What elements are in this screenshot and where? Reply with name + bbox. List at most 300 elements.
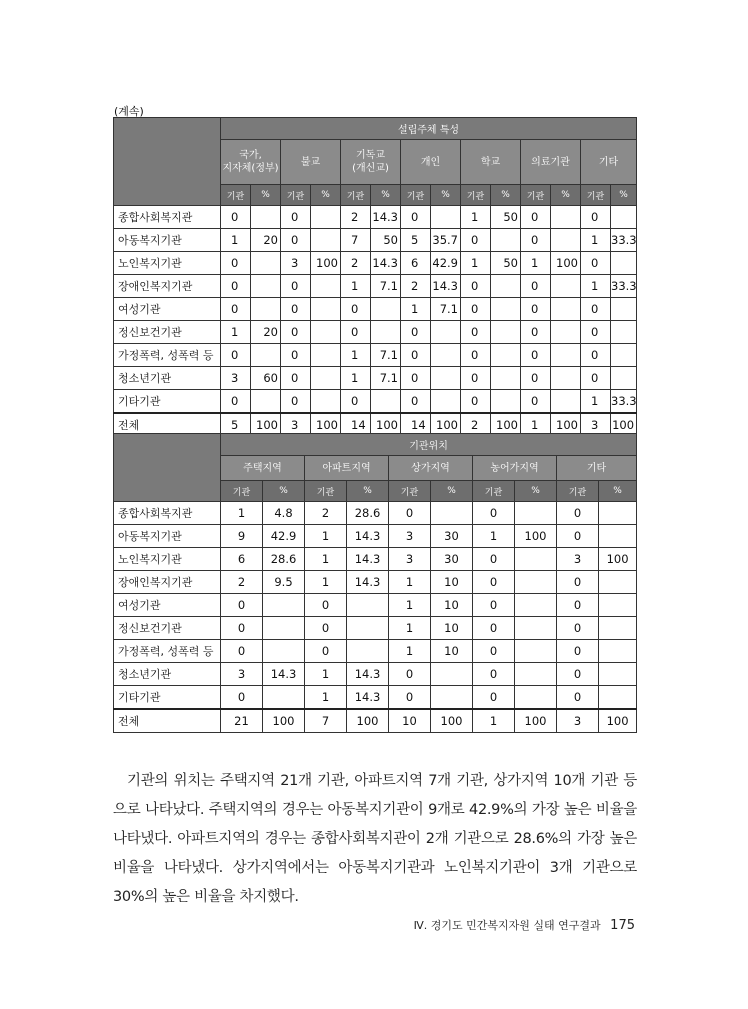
count-cell: 0 bbox=[305, 617, 347, 640]
count-cell: 0 bbox=[281, 229, 311, 252]
percent-cell: 30 bbox=[431, 548, 473, 571]
percent-cell: 14.3 bbox=[347, 571, 389, 594]
count-cell: 21 bbox=[221, 709, 263, 733]
count-cell: 0 bbox=[473, 502, 515, 525]
percent-cell bbox=[431, 321, 461, 344]
percent-cell bbox=[491, 229, 521, 252]
count-cell: 0 bbox=[521, 298, 551, 321]
percent-cell: 100 bbox=[515, 525, 557, 548]
percent-cell: 7.1 bbox=[371, 344, 401, 367]
count-cell: 3 bbox=[557, 548, 599, 571]
sub-header-percent: % bbox=[551, 185, 581, 206]
count-cell: 0 bbox=[401, 367, 431, 390]
count-cell: 0 bbox=[281, 367, 311, 390]
percent-cell bbox=[263, 686, 305, 710]
row-label: 여성기관 bbox=[114, 298, 221, 321]
percent-cell: 100 bbox=[611, 413, 637, 437]
continued-label: (계속) bbox=[114, 105, 144, 118]
row-label: 종합사회복지관 bbox=[114, 502, 221, 525]
percent-cell bbox=[611, 344, 637, 367]
count-cell: 3 bbox=[389, 525, 431, 548]
percent-cell: 4.8 bbox=[263, 502, 305, 525]
percent-cell bbox=[311, 367, 341, 390]
count-cell: 3 bbox=[581, 413, 611, 437]
count-cell: 1 bbox=[341, 344, 371, 367]
count-cell: 1 bbox=[305, 525, 347, 548]
percent-cell: 14.3 bbox=[347, 686, 389, 710]
percent-cell: 14.3 bbox=[371, 206, 401, 229]
percent-cell bbox=[251, 344, 281, 367]
percent-cell bbox=[491, 344, 521, 367]
count-cell: 0 bbox=[461, 367, 491, 390]
count-cell: 0 bbox=[221, 275, 251, 298]
percent-cell bbox=[311, 275, 341, 298]
count-cell: 0 bbox=[401, 206, 431, 229]
count-cell: 0 bbox=[473, 617, 515, 640]
group-header: 기타 bbox=[581, 140, 637, 185]
count-cell: 0 bbox=[305, 640, 347, 663]
percent-cell: 14.3 bbox=[431, 275, 461, 298]
count-cell: 1 bbox=[389, 571, 431, 594]
count-cell: 0 bbox=[521, 367, 551, 390]
percent-cell: 100 bbox=[491, 413, 521, 437]
group-header: 기독교 (개신교) bbox=[341, 140, 401, 185]
percent-cell bbox=[599, 617, 637, 640]
percent-cell: 50 bbox=[371, 229, 401, 252]
count-cell: 0 bbox=[281, 275, 311, 298]
table-row bbox=[114, 571, 637, 594]
table-row bbox=[114, 390, 637, 414]
count-cell: 7 bbox=[305, 709, 347, 733]
percent-cell: 20 bbox=[251, 229, 281, 252]
count-cell: 0 bbox=[521, 229, 551, 252]
percent-cell: 30 bbox=[431, 525, 473, 548]
percent-cell: 100 bbox=[431, 413, 461, 437]
count-cell: 0 bbox=[281, 344, 311, 367]
percent-cell bbox=[551, 321, 581, 344]
header-corner-cell bbox=[114, 434, 221, 502]
count-cell: 0 bbox=[581, 206, 611, 229]
percent-cell bbox=[611, 321, 637, 344]
count-cell: 0 bbox=[401, 344, 431, 367]
count-cell: 6 bbox=[401, 252, 431, 275]
count-cell: 1 bbox=[521, 252, 551, 275]
percent-cell: 20 bbox=[251, 321, 281, 344]
percent-cell bbox=[599, 594, 637, 617]
percent-cell: 9.5 bbox=[263, 571, 305, 594]
table-row bbox=[114, 252, 637, 275]
count-cell: 0 bbox=[473, 548, 515, 571]
percent-cell bbox=[431, 390, 461, 414]
count-cell: 1 bbox=[221, 229, 251, 252]
count-cell: 0 bbox=[389, 686, 431, 710]
sub-header-percent: % bbox=[263, 481, 305, 502]
group-header: 기타 bbox=[557, 456, 637, 481]
percent-cell bbox=[251, 252, 281, 275]
percent-cell bbox=[431, 206, 461, 229]
count-cell: 0 bbox=[281, 390, 311, 414]
table-row bbox=[114, 640, 637, 663]
count-cell: 1 bbox=[305, 686, 347, 710]
percent-cell: 14.3 bbox=[347, 525, 389, 548]
percent-cell bbox=[251, 275, 281, 298]
percent-cell bbox=[251, 390, 281, 414]
percent-cell bbox=[311, 344, 341, 367]
row-label: 가정폭력, 성폭력 등 bbox=[114, 344, 221, 367]
group-header: 개인 bbox=[401, 140, 461, 185]
count-cell: 3 bbox=[281, 413, 311, 437]
group-title: 설립주체 특성 bbox=[221, 118, 637, 140]
sub-header-count: 기관 bbox=[461, 185, 491, 206]
count-cell: 0 bbox=[521, 206, 551, 229]
percent-cell bbox=[251, 206, 281, 229]
sub-header-percent: % bbox=[431, 185, 461, 206]
percent-cell bbox=[599, 663, 637, 686]
percent-cell: 100 bbox=[515, 709, 557, 733]
percent-cell bbox=[263, 640, 305, 663]
percent-cell bbox=[311, 206, 341, 229]
percent-cell bbox=[371, 321, 401, 344]
count-cell: 0 bbox=[221, 640, 263, 663]
table-row bbox=[114, 502, 637, 525]
count-cell: 0 bbox=[221, 594, 263, 617]
count-cell: 0 bbox=[461, 275, 491, 298]
table-row bbox=[114, 367, 637, 390]
row-label: 정신보건기관 bbox=[114, 617, 221, 640]
percent-cell: 33.3 bbox=[611, 390, 637, 414]
sub-header-count: 기관 bbox=[473, 481, 515, 502]
percent-cell: 10 bbox=[431, 617, 473, 640]
count-cell: 0 bbox=[473, 663, 515, 686]
count-cell: 1 bbox=[305, 571, 347, 594]
count-cell: 0 bbox=[557, 571, 599, 594]
count-cell: 0 bbox=[521, 275, 551, 298]
group-header: 농어가지역 bbox=[473, 456, 557, 481]
percent-cell: 28.6 bbox=[263, 548, 305, 571]
percent-cell bbox=[311, 390, 341, 414]
sub-header-count: 기관 bbox=[389, 481, 431, 502]
count-cell: 0 bbox=[473, 640, 515, 663]
table-row bbox=[114, 344, 637, 367]
percent-cell: 100 bbox=[551, 413, 581, 437]
row-label: 노인복지기관 bbox=[114, 252, 221, 275]
percent-cell bbox=[347, 594, 389, 617]
row-label: 기타기관 bbox=[114, 686, 221, 710]
count-cell: 0 bbox=[341, 298, 371, 321]
count-cell: 0 bbox=[521, 321, 551, 344]
table-row bbox=[114, 686, 637, 710]
footer-chapter: Ⅳ. 경기도 민간복지자원 실태 연구결과 bbox=[413, 919, 601, 932]
count-cell: 0 bbox=[461, 344, 491, 367]
sub-header-count: 기관 bbox=[401, 185, 431, 206]
percent-cell: 7.1 bbox=[431, 298, 461, 321]
count-cell: 0 bbox=[221, 390, 251, 414]
sub-header-count: 기관 bbox=[341, 185, 371, 206]
percent-cell: 10 bbox=[431, 594, 473, 617]
percent-cell: 100 bbox=[347, 709, 389, 733]
percent-cell bbox=[551, 298, 581, 321]
count-cell: 0 bbox=[341, 390, 371, 414]
count-cell: 0 bbox=[581, 321, 611, 344]
row-label: 아동복지기관 bbox=[114, 525, 221, 548]
count-cell: 0 bbox=[221, 252, 251, 275]
count-cell: 0 bbox=[557, 686, 599, 710]
row-label: 전체 bbox=[114, 709, 221, 733]
count-cell: 0 bbox=[557, 594, 599, 617]
percent-cell bbox=[551, 367, 581, 390]
count-cell: 0 bbox=[281, 206, 311, 229]
count-cell: 14 bbox=[401, 413, 431, 437]
percent-cell bbox=[611, 298, 637, 321]
count-cell: 2 bbox=[341, 206, 371, 229]
table-row bbox=[114, 617, 637, 640]
count-cell: 0 bbox=[221, 206, 251, 229]
page-footer bbox=[414, 917, 635, 933]
group-header: 주택지역 bbox=[221, 456, 305, 481]
percent-cell bbox=[491, 321, 521, 344]
row-label: 장애인복지기관 bbox=[114, 571, 221, 594]
percent-cell bbox=[431, 663, 473, 686]
count-cell: 0 bbox=[221, 344, 251, 367]
count-cell: 2 bbox=[341, 252, 371, 275]
percent-cell bbox=[551, 229, 581, 252]
percent-cell bbox=[599, 525, 637, 548]
percent-cell bbox=[611, 252, 637, 275]
percent-cell bbox=[599, 571, 637, 594]
group-header: 학교 bbox=[461, 140, 521, 185]
count-cell: 0 bbox=[473, 594, 515, 617]
group-header: 불교 bbox=[281, 140, 341, 185]
count-cell: 1 bbox=[341, 367, 371, 390]
percent-cell bbox=[515, 548, 557, 571]
count-cell: 0 bbox=[557, 617, 599, 640]
percent-cell: 14.3 bbox=[347, 548, 389, 571]
table-row bbox=[114, 298, 637, 321]
percent-cell: 7.1 bbox=[371, 275, 401, 298]
percent-cell bbox=[347, 617, 389, 640]
percent-cell: 50 bbox=[491, 252, 521, 275]
row-label: 청소년기관 bbox=[114, 663, 221, 686]
count-cell: 0 bbox=[401, 390, 431, 414]
percent-cell bbox=[551, 206, 581, 229]
count-cell: 1 bbox=[461, 252, 491, 275]
percent-cell: 50 bbox=[491, 206, 521, 229]
count-cell: 5 bbox=[401, 229, 431, 252]
percent-cell: 14.3 bbox=[347, 663, 389, 686]
percent-cell bbox=[611, 367, 637, 390]
count-cell: 1 bbox=[401, 298, 431, 321]
percent-cell: 100 bbox=[431, 709, 473, 733]
body-paragraph: 기관의 위치는 주택지역 21개 기관, 아파트지역 7개 기관, 상가지역 10개 기관 등으로 나타났다. 주택지역의 경우는 아동복지기관이 9개로 42.9%의 가장 높은 비율을 나타냈다. 아파트지역의 경우는 종합사회복지관이 2개 기관으로 28.6%의 가장 높은 비율을 나타냈다. 상가지역에서는 아동복지기관과 노인복지기관이 3개 기관으로 30%의 높은 비율을 차지했다. bbox=[113, 773, 637, 905]
percent-cell: 28.6 bbox=[347, 502, 389, 525]
sub-header-count: 기관 bbox=[281, 185, 311, 206]
sub-header-count: 기관 bbox=[521, 185, 551, 206]
percent-cell bbox=[371, 390, 401, 414]
percent-cell bbox=[515, 502, 557, 525]
percent-cell bbox=[431, 367, 461, 390]
sub-header-percent: % bbox=[599, 481, 637, 502]
row-label: 아동복지기관 bbox=[114, 229, 221, 252]
percent-cell: 100 bbox=[311, 252, 341, 275]
count-cell: 1 bbox=[581, 229, 611, 252]
percent-cell bbox=[515, 571, 557, 594]
table-row bbox=[114, 206, 637, 229]
percent-cell: 100 bbox=[251, 413, 281, 437]
percent-cell bbox=[599, 640, 637, 663]
count-cell: 0 bbox=[461, 298, 491, 321]
sub-header-percent: % bbox=[431, 481, 473, 502]
sub-header-percent: % bbox=[515, 481, 557, 502]
row-label: 가정폭력, 성폭력 등 bbox=[114, 640, 221, 663]
location-table bbox=[113, 433, 637, 733]
percent-cell: 33.3 bbox=[611, 229, 637, 252]
percent-cell bbox=[491, 390, 521, 414]
count-cell: 1 bbox=[221, 321, 251, 344]
count-cell: 3 bbox=[281, 252, 311, 275]
percent-cell bbox=[515, 640, 557, 663]
percent-cell bbox=[491, 367, 521, 390]
count-cell: 0 bbox=[521, 344, 551, 367]
count-cell: 2 bbox=[221, 571, 263, 594]
table-row bbox=[114, 594, 637, 617]
percent-cell: 100 bbox=[311, 413, 341, 437]
percent-cell bbox=[347, 640, 389, 663]
count-cell: 0 bbox=[557, 640, 599, 663]
percent-cell bbox=[491, 275, 521, 298]
percent-cell bbox=[551, 344, 581, 367]
count-cell: 3 bbox=[221, 663, 263, 686]
sub-header-percent: % bbox=[311, 185, 341, 206]
percent-cell: 10 bbox=[431, 571, 473, 594]
count-cell: 0 bbox=[557, 663, 599, 686]
table-row bbox=[114, 321, 637, 344]
founding-entity-table bbox=[113, 117, 637, 437]
row-label: 청소년기관 bbox=[114, 367, 221, 390]
percent-cell: 100 bbox=[599, 709, 637, 733]
percent-cell bbox=[311, 298, 341, 321]
count-cell: 0 bbox=[461, 229, 491, 252]
count-cell: 1 bbox=[461, 206, 491, 229]
percent-cell: 42.9 bbox=[263, 525, 305, 548]
count-cell: 0 bbox=[389, 502, 431, 525]
count-cell: 1 bbox=[521, 413, 551, 437]
percent-cell bbox=[551, 390, 581, 414]
count-cell: 0 bbox=[473, 686, 515, 710]
count-cell: 0 bbox=[461, 390, 491, 414]
count-cell: 0 bbox=[281, 298, 311, 321]
percent-cell bbox=[431, 502, 473, 525]
percent-cell: 35.7 bbox=[431, 229, 461, 252]
row-label: 노인복지기관 bbox=[114, 548, 221, 571]
count-cell: 0 bbox=[401, 321, 431, 344]
count-cell: 0 bbox=[221, 686, 263, 710]
header-corner-cell bbox=[114, 118, 221, 206]
sub-header-percent: % bbox=[491, 185, 521, 206]
count-cell: 0 bbox=[281, 321, 311, 344]
table-row bbox=[114, 548, 637, 571]
count-cell: 0 bbox=[521, 390, 551, 414]
count-cell: 1 bbox=[341, 275, 371, 298]
percent-cell bbox=[431, 344, 461, 367]
count-cell: 6 bbox=[221, 548, 263, 571]
row-label: 장애인복지기관 bbox=[114, 275, 221, 298]
count-cell: 0 bbox=[581, 298, 611, 321]
percent-cell bbox=[431, 686, 473, 710]
group-title: 기관위치 bbox=[221, 434, 637, 456]
count-cell: 0 bbox=[341, 321, 371, 344]
count-cell: 0 bbox=[581, 252, 611, 275]
percent-cell bbox=[599, 502, 637, 525]
count-cell: 5 bbox=[221, 413, 251, 437]
count-cell: 7 bbox=[341, 229, 371, 252]
count-cell: 0 bbox=[305, 594, 347, 617]
count-cell: 0 bbox=[389, 663, 431, 686]
sub-header-percent: % bbox=[611, 185, 637, 206]
sub-header-count: 기관 bbox=[581, 185, 611, 206]
count-cell: 0 bbox=[221, 617, 263, 640]
percent-cell bbox=[263, 617, 305, 640]
percent-cell bbox=[371, 298, 401, 321]
percent-cell: 100 bbox=[551, 252, 581, 275]
count-cell: 9 bbox=[221, 525, 263, 548]
sub-header-percent: % bbox=[347, 481, 389, 502]
count-cell: 1 bbox=[305, 548, 347, 571]
count-cell: 1 bbox=[389, 617, 431, 640]
count-cell: 0 bbox=[473, 571, 515, 594]
count-cell: 1 bbox=[581, 275, 611, 298]
page-number: 175 bbox=[610, 918, 635, 933]
percent-cell: 14.3 bbox=[263, 663, 305, 686]
count-cell: 2 bbox=[305, 502, 347, 525]
table-row bbox=[114, 525, 637, 548]
count-cell: 0 bbox=[581, 367, 611, 390]
count-cell: 1 bbox=[389, 640, 431, 663]
row-label: 종합사회복지관 bbox=[114, 206, 221, 229]
row-label: 여성기관 bbox=[114, 594, 221, 617]
count-cell: 3 bbox=[221, 367, 251, 390]
group-header: 의료기관 bbox=[521, 140, 581, 185]
percent-cell: 100 bbox=[263, 709, 305, 733]
percent-cell bbox=[311, 229, 341, 252]
percent-cell bbox=[263, 594, 305, 617]
table-row bbox=[114, 663, 637, 686]
percent-cell bbox=[551, 275, 581, 298]
sub-header-count: 기관 bbox=[557, 481, 599, 502]
count-cell: 3 bbox=[389, 548, 431, 571]
percent-cell: 60 bbox=[251, 367, 281, 390]
count-cell: 1 bbox=[221, 502, 263, 525]
count-cell: 2 bbox=[461, 413, 491, 437]
table-row bbox=[114, 229, 637, 252]
count-cell: 2 bbox=[401, 275, 431, 298]
sub-header-count: 기관 bbox=[305, 481, 347, 502]
count-cell: 0 bbox=[557, 502, 599, 525]
count-cell: 0 bbox=[461, 321, 491, 344]
percent-cell bbox=[515, 594, 557, 617]
percent-cell bbox=[251, 298, 281, 321]
count-cell: 0 bbox=[581, 344, 611, 367]
group-header: 국가, 지자체(정부) bbox=[221, 140, 281, 185]
group-header: 아파트지역 bbox=[305, 456, 389, 481]
percent-cell bbox=[515, 617, 557, 640]
percent-cell: 100 bbox=[371, 413, 401, 437]
percent-cell: 7.1 bbox=[371, 367, 401, 390]
percent-cell bbox=[515, 663, 557, 686]
count-cell: 1 bbox=[389, 594, 431, 617]
row-label: 전체 bbox=[114, 413, 221, 437]
count-cell: 1 bbox=[581, 390, 611, 414]
table-row bbox=[114, 275, 637, 298]
